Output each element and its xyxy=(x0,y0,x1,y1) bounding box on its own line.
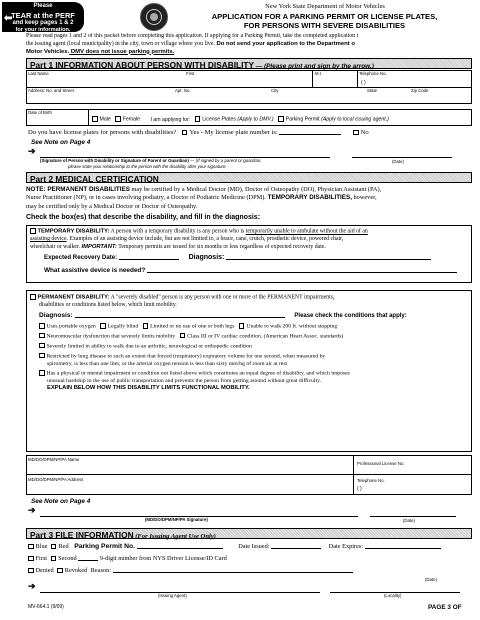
date-expires-field[interactable] xyxy=(365,544,441,549)
permanent-text xyxy=(30,294,470,310)
cardiac-label: Class III or IV cardiac condition. (American Heart Assoc. standards) xyxy=(187,333,344,340)
issuing-agent-label: (Issuing Agent) xyxy=(158,593,187,598)
provider-address-field[interactable] xyxy=(28,483,348,493)
form-number: MV-664.1 (9/09) xyxy=(28,604,64,610)
mi-field[interactable] xyxy=(315,77,355,86)
parking-permit-checkbox[interactable] xyxy=(278,116,284,122)
note-line-3: may be certified only by a Medical Doctor or Doctor of Osteopathy. xyxy=(26,202,198,210)
legally-blind-checkbox[interactable] xyxy=(100,323,106,329)
badge-line-1: Please xyxy=(33,3,53,9)
temporary-text-3b: Temporary permits are issued for six months or less regardless of expected recovery date. xyxy=(116,244,326,251)
part1-signature-caption xyxy=(40,158,262,164)
red-label: Red xyxy=(58,543,69,550)
state-label: State xyxy=(367,88,378,93)
part1-heading: Part 1 INFORMATION ABOUT PERSON WITH DISABILITY xyxy=(30,60,255,70)
expected-recovery-field[interactable] xyxy=(119,255,179,260)
temporary-label: TEMPORARY DISABILITY: xyxy=(37,228,110,235)
note-line-2: Nurse Practitioner (NP), or in cases involving podiatry, a Doctor of Podiatric Medicine (DPM). xyxy=(26,194,266,202)
reason-field[interactable] xyxy=(113,568,353,573)
note-permanent-label: NOTE: PERMANENT DISABILITIES xyxy=(26,186,130,193)
part3-sign-arrow-icon: ➔ xyxy=(28,581,36,591)
part3-permit-row xyxy=(28,543,441,551)
female-label: Female xyxy=(122,116,141,123)
note-line-1: may be certified by a Medical Doctor (MD), Doctor of Osteopathy (DO), Physician Assistant (PA), xyxy=(129,186,382,193)
temporary-text-2-underlined: assisting device xyxy=(30,236,67,243)
provider-signature-label: (MD/DO/DPM/NP/PA Signature) xyxy=(145,517,208,522)
permanent-checkbox[interactable] xyxy=(30,294,36,300)
first-name-label: First xyxy=(186,71,195,76)
temporary-text-1-underlined: temporarily unable to ambulate without the aid of an xyxy=(245,228,368,235)
apt-label: Apt. No. xyxy=(175,88,191,93)
temporary-text-1: A person with a temporary disability is any person who is xyxy=(109,228,246,235)
part2-note xyxy=(26,186,476,211)
dob-label: Date of Birth xyxy=(28,110,52,115)
yes-plates-checkbox[interactable] xyxy=(182,130,188,136)
arthritic-label: Severely limited in ability to walk due to an arthritic, neurological or orthopedic condition xyxy=(46,343,252,350)
provider-phone-label: Telephone No. xyxy=(357,478,385,483)
assistive-device-label: What assistive device is needed? xyxy=(44,267,146,274)
last-name-label: Last Name xyxy=(28,71,49,76)
zip-label: Zip Code xyxy=(411,88,429,93)
cardiac-checkbox[interactable] xyxy=(180,333,186,339)
arthritic-checkbox[interactable] xyxy=(39,343,45,349)
part3-heading-bar xyxy=(26,528,472,539)
second-spacer-field[interactable] xyxy=(78,556,98,561)
provider-name-label: MD/DO/DPM/NP/PA Name xyxy=(28,457,80,462)
part2-heading-bar xyxy=(26,172,472,183)
temporary-checkbox[interactable] xyxy=(30,228,36,234)
intro-warning: Do not send your application to the Department o xyxy=(214,40,355,47)
provider-address-label: MD/DO/DPM/NP/PA Address xyxy=(28,477,84,482)
temporary-important: IMPORTANT: xyxy=(81,244,117,251)
permit-number-field[interactable] xyxy=(137,544,223,549)
conditions-apply-label: Please check the conditions that apply: xyxy=(294,313,407,319)
assistive-row xyxy=(44,267,457,275)
part2-sign-arrow-icon: ➔ xyxy=(28,505,36,515)
parking-permit-note: (Apply to local issuing agent.) xyxy=(321,116,389,123)
form-title-line-1: APPLICATION FOR A PARKING PERMIT OR LICENSE PLATES, xyxy=(211,12,438,21)
phone-field[interactable] xyxy=(368,77,468,86)
part2-heading: Part 2 MEDICAL CERTIFICATION xyxy=(30,174,159,184)
badge-arrow-icon: ⬅ xyxy=(4,13,13,24)
license-plates-note: (Apply to DMV.) xyxy=(237,116,274,123)
revoked-label: Revoked xyxy=(64,567,88,574)
intro-line-1: Please read pages 1 and 2 of this packet before completing this application. If applying for a Parking Permit, take the completed application t xyxy=(26,33,359,39)
temporary-diagnosis-field[interactable] xyxy=(226,255,431,260)
explanation-area[interactable] xyxy=(39,398,469,450)
license-id-label: 9-digit number from NYS Driver License/ID Card xyxy=(99,555,227,562)
license-plates-checkbox[interactable] xyxy=(195,116,201,122)
tear-badge xyxy=(2,2,84,32)
professional-license-field[interactable] xyxy=(357,467,467,473)
city-label: City xyxy=(271,88,279,93)
part1-signature-label: (Signature of Person with Disability or Signature of Parent or Guardian) xyxy=(40,158,189,163)
page-number: PAGE 3 OF xyxy=(428,604,462,611)
date-issued-field[interactable] xyxy=(271,544,321,549)
part1-see-note: See Note on Page 4 xyxy=(31,139,91,146)
date-issued-label: Date Issued: xyxy=(238,543,270,550)
lung-disease-label-2: spirometry, is less than one liter, or the arterial oxygen tension is less than sixty mm/hg of room air at rest xyxy=(47,360,288,367)
plate-number-field[interactable] xyxy=(279,130,341,135)
limited-legs-checkbox[interactable] xyxy=(143,323,149,329)
other-impairment-label: Has a physical or mental impairment or condition not listed above which constitutes an equal degree of disability, and which imposes xyxy=(46,370,350,377)
male-checkbox[interactable] xyxy=(92,116,98,122)
no-plates-checkbox[interactable] xyxy=(353,130,359,136)
reason-label: Reason: xyxy=(90,567,112,574)
note-temporary-label: TEMPORARY DISABILITIES, xyxy=(265,194,352,202)
part1-date-label: (Date) xyxy=(392,159,404,164)
legally-blind-label: Legally blind xyxy=(107,323,139,330)
temporary-text-3: wheelchair or walker. xyxy=(30,244,82,251)
second-checkbox[interactable] xyxy=(51,556,57,562)
address-field[interactable] xyxy=(28,94,468,103)
portable-oxygen-checkbox[interactable] xyxy=(39,323,45,329)
badge-line-4: for your information. xyxy=(15,27,71,34)
denied-checkbox[interactable] xyxy=(28,568,34,574)
provider-date-line[interactable] xyxy=(370,516,456,517)
part3-heading-note: (For Issuing Agent Use Only) xyxy=(133,533,216,540)
intro-no-permits: DMV does not issue parking permits. xyxy=(69,48,175,55)
yes-plates-label: Yes - My license plate number is: xyxy=(189,129,278,136)
phone-label: Telephone No. xyxy=(359,71,387,76)
have-plates-row xyxy=(28,129,369,137)
recovery-diagnosis-row xyxy=(44,254,431,263)
limited-legs-label: Limited or no use of one or both legs xyxy=(150,323,235,330)
last-name-field[interactable] xyxy=(28,77,178,86)
first-label: First xyxy=(35,555,48,562)
dob-field[interactable] xyxy=(28,116,86,125)
conditions-list xyxy=(39,323,471,393)
denied-label: Denied xyxy=(35,567,54,574)
part3-date-label: (Date) xyxy=(425,577,437,582)
permit-number-label: Parking Permit No. xyxy=(74,543,136,550)
provider-date-label: (Date) xyxy=(403,518,415,523)
part1-date-line[interactable] xyxy=(352,157,452,158)
badge-line-2: TEAR at the PERF xyxy=(11,10,75,20)
phone-paren: ( ) xyxy=(361,80,366,86)
permanent-text-2: disabilities or conditions listed below, which limit mobility. xyxy=(39,302,177,309)
state-seal-icon xyxy=(140,3,168,31)
badge-line-3: and keep pages 1 & 2 xyxy=(12,19,74,26)
part1-heading-bar xyxy=(26,58,472,69)
permanent-diagnosis-field[interactable] xyxy=(75,313,285,318)
other-impairment-checkbox[interactable] xyxy=(39,370,45,376)
applying-for-label: I am applying for: xyxy=(150,116,191,123)
agency-name: New York State Department of Motor Vehicles xyxy=(265,3,385,10)
part1-heading-note: — (Please print and sign by the arrow.) xyxy=(254,63,374,70)
intro-line-2: the issuing agent (local municipality) in the city, town or village where you live. xyxy=(26,40,215,47)
explain-heading: EXPLAIN BELOW HOW THIS DISABILITY LIMITS FUNCTIONAL MOBILITY. xyxy=(47,385,250,392)
check-boxes-heading: Check the box(es) that describe the disability, and fill in the diagnosis: xyxy=(26,214,261,221)
unable-walk-label: Unable to walk 200 ft. without stopping xyxy=(246,323,338,330)
locality-label: (Locality) xyxy=(384,593,402,598)
unable-walk-checkbox[interactable] xyxy=(239,323,245,329)
first-name-field[interactable] xyxy=(186,77,306,86)
have-plates-question: Do you have license plates for persons with disabilities? xyxy=(28,129,177,136)
parking-permit-label: Parking Permit xyxy=(285,116,320,123)
blue-label: Blue xyxy=(35,543,48,550)
part2-see-note: See Note on Page 4 xyxy=(31,498,91,505)
assistive-device-field[interactable] xyxy=(147,268,457,273)
no-plates-label: No xyxy=(360,129,369,136)
part1-signature-note-2: please state your relationship to the person with the disability after your signature. xyxy=(68,164,227,169)
temporary-text-2: . Examples of an assisting device include, but are not limited to, a brace, cane, crutch, prosthetic device, powered chair, xyxy=(66,236,344,243)
note-however: however, xyxy=(351,194,377,202)
part1-signature-note: — (If signed by a parent or guardian, xyxy=(188,158,262,163)
neuromuscular-label: Neuromuscular dysfunction that severely limits mobility xyxy=(46,333,176,340)
form-title-line-2: FOR PERSONS WITH SEVERE DISABILITIES xyxy=(243,21,406,30)
intro-text xyxy=(26,33,476,56)
temporary-text xyxy=(30,228,470,252)
first-checkbox[interactable] xyxy=(28,556,34,562)
provider-phone-paren: ( ) xyxy=(357,486,362,492)
part3-issue-row xyxy=(28,555,227,563)
permanent-diagnosis-row xyxy=(39,312,407,321)
sex-and-apply-row xyxy=(92,116,389,123)
part3-denied-row xyxy=(28,567,353,575)
temporary-diagnosis-label: Diagnosis: xyxy=(188,254,225,261)
portable-oxygen-label: Uses portable oxygen xyxy=(46,323,96,330)
address-label: Address: No. and Street xyxy=(28,88,74,93)
lung-disease-label: Restricted by lung disease to such an extent that forced (respiratory) expiratory volume for one second, when measured by xyxy=(46,353,326,360)
red-checkbox[interactable] xyxy=(51,544,57,550)
provider-name-field[interactable] xyxy=(28,463,348,473)
female-checkbox[interactable] xyxy=(115,116,121,122)
expected-recovery-label: Expected Recovery Date: xyxy=(44,254,118,261)
license-plates-label: License Plates xyxy=(202,116,236,123)
date-expires-label: Date Expires: xyxy=(328,543,364,550)
part1-sign-arrow-icon: ➔ xyxy=(28,146,36,156)
permanent-label: PERMANENT DISABILITY: xyxy=(37,294,110,301)
blue-checkbox[interactable] xyxy=(28,544,34,550)
professional-license-label: Professional License No. xyxy=(357,461,405,466)
intro-line-3: Motor Vehicles. xyxy=(26,48,70,55)
male-label: Male xyxy=(99,116,111,123)
second-label: Second xyxy=(58,555,77,562)
permanent-text-1: A "severely disabled" person is any person with one or more of the PERMANENT impairments, xyxy=(109,294,335,301)
mi-label: M.I. xyxy=(315,71,323,76)
part3-heading: Part 3 FILE INFORMATION xyxy=(30,530,134,540)
lung-disease-checkbox[interactable] xyxy=(39,353,45,359)
neuromuscular-checkbox[interactable] xyxy=(39,333,45,339)
permanent-diagnosis-label: Diagnosis: xyxy=(39,312,73,319)
other-impairment-label-2: unusual hardship in the use of public transportation and prevents the person from getting around without great difficulty. xyxy=(47,377,322,384)
revoked-checkbox[interactable] xyxy=(57,568,63,574)
